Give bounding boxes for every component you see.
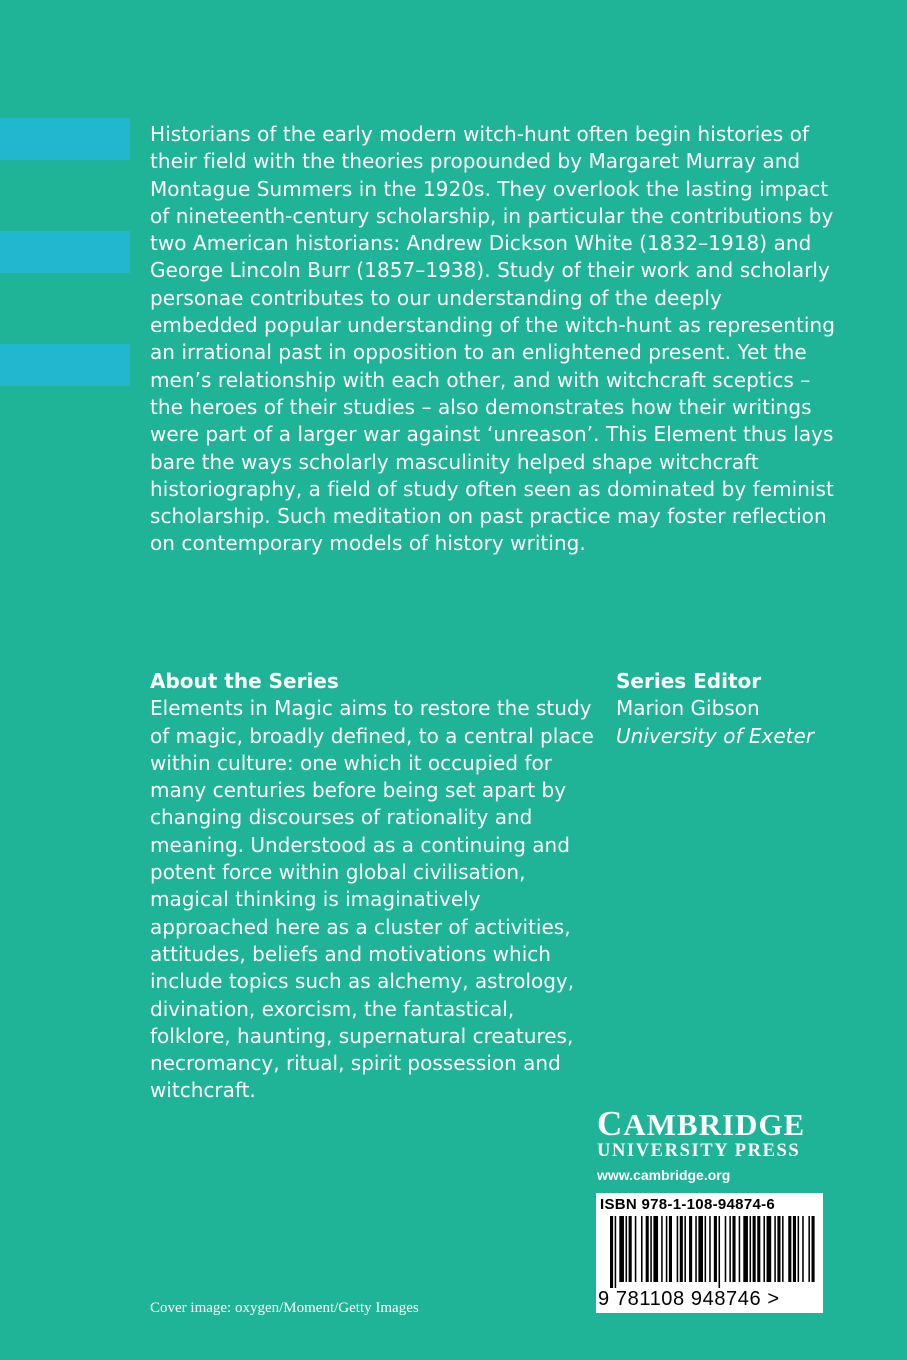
publisher-url: www.cambridge.org — [597, 1167, 731, 1183]
barcode-bar — [725, 1216, 727, 1282]
accent-bar-middle — [0, 231, 130, 273]
accent-bar-bottom — [0, 344, 130, 386]
barcode-bar — [680, 1216, 683, 1282]
about-series-text: Elements in Magic aims to restore the study of magic, broadly defined, to a central place within culture: one which it occupied for many centuries before being set apart by changing discourses of rationality and meaning. Understood as a continuing and potent force within global civilisation, magical thinking is imaginatively approached here as a cluster of activities, attitudes, beliefs and motivations which include topics such as alchemy, astrology, divination, exorcism, the fantastical, folklore, haunting, supernatural creatures, necromancy, ritual, spirit possession and witchcraft. — [150, 696, 594, 1103]
barcode-bar — [619, 1216, 624, 1282]
barcode-bar — [798, 1216, 800, 1282]
barcode-bar — [774, 1216, 776, 1282]
publisher-name-initial: C — [597, 1104, 624, 1143]
barcode-bar — [653, 1216, 658, 1282]
barcode-bar — [669, 1216, 672, 1282]
accent-bar-top — [0, 118, 130, 160]
barcode-bar — [626, 1216, 628, 1282]
cover-image-credit: Cover image: oxygen/Moment/Getty Images — [150, 1300, 419, 1316]
barcode-bar — [739, 1216, 741, 1282]
barcode-bar — [641, 1216, 643, 1282]
about-series-heading: About the Series — [150, 669, 339, 693]
barcode-bar — [635, 1216, 637, 1282]
barcode-bar — [684, 1216, 686, 1282]
publisher-name — [597, 1106, 827, 1143]
barcode-bar — [689, 1216, 692, 1282]
series-editor-section — [616, 668, 876, 750]
book-blurb: Historians of the early modern witch-hunt often begin histories of their field with the theories propounded by Margaret Murray and Montague Summers in the 1920s. They overlook the lasting impact of nineteenth-century scholarship, in particular the contributions by two American historians: Andrew Dickson White (1832–1918) and George Lincoln Burr (1857–1938). Study of their work and scholarly personae contributes to our understanding of the deeply embedded popular understanding of the witch-hunt as representing an irrational past in opposition to an enlightened present. Yet the men’s relationship with each other, and with witchcraft sceptics – the heroes of their studies – also demonstrates how their writings were part of a larger war against ‘unreason’. This Element thus lays bare the ways scholarly masculinity helped shape witchcraft historiography, a field of study often seen as dominated by feminist scholarship. Such meditation on past practice may foster reflection on contemporary models of history writing. — [150, 122, 835, 556]
publisher-name-rest: AMBRIDGE — [623, 1107, 806, 1142]
barcode-bars — [600, 1216, 819, 1288]
barcode-bar — [719, 1216, 721, 1288]
barcode-bar — [757, 1216, 760, 1282]
barcode-bar — [695, 1216, 697, 1282]
barcode-bar — [714, 1216, 717, 1282]
barcode-bar — [793, 1216, 796, 1282]
barcode-bar — [808, 1216, 810, 1282]
barcode-bar — [750, 1216, 752, 1282]
barcode-bar — [610, 1216, 613, 1288]
barcode-bar — [788, 1216, 791, 1282]
barcode-bar — [767, 1216, 772, 1282]
barcode-bar — [812, 1216, 815, 1282]
barcode-bar — [743, 1216, 748, 1282]
series-editor-name: Marion Gibson — [616, 696, 760, 721]
barcode-bar — [661, 1216, 663, 1282]
barcode-bar — [753, 1216, 756, 1282]
series-editor-affiliation: University of Exeter — [616, 723, 815, 748]
publisher-subtitle: UNIVERSITY PRESS — [597, 1141, 801, 1161]
barcode-bar — [732, 1216, 735, 1282]
isbn-barcode — [596, 1193, 823, 1313]
barcode-bar — [650, 1216, 652, 1282]
barcode-bar — [615, 1216, 617, 1288]
barcode-bar — [802, 1216, 804, 1282]
about-series-section — [150, 668, 595, 1105]
barcode-bar — [666, 1216, 668, 1282]
barcode-bar — [777, 1216, 780, 1282]
barcode-bar — [677, 1216, 679, 1282]
barcode-bar — [782, 1216, 784, 1282]
series-editor-heading: Series Editor — [616, 669, 762, 693]
barcode-bar — [763, 1216, 765, 1282]
barcode-bar — [629, 1216, 632, 1282]
barcode-bar — [729, 1216, 731, 1282]
barcode-bar — [709, 1216, 711, 1282]
barcode-bar — [705, 1216, 707, 1282]
barcode-bar — [698, 1216, 703, 1282]
barcode-digits: 9 781108 948746 > — [598, 1288, 780, 1310]
publisher-logo — [597, 1106, 827, 1185]
isbn-label: ISBN 978-1-108-94874-6 — [600, 1196, 776, 1213]
barcode-bar — [646, 1216, 649, 1282]
